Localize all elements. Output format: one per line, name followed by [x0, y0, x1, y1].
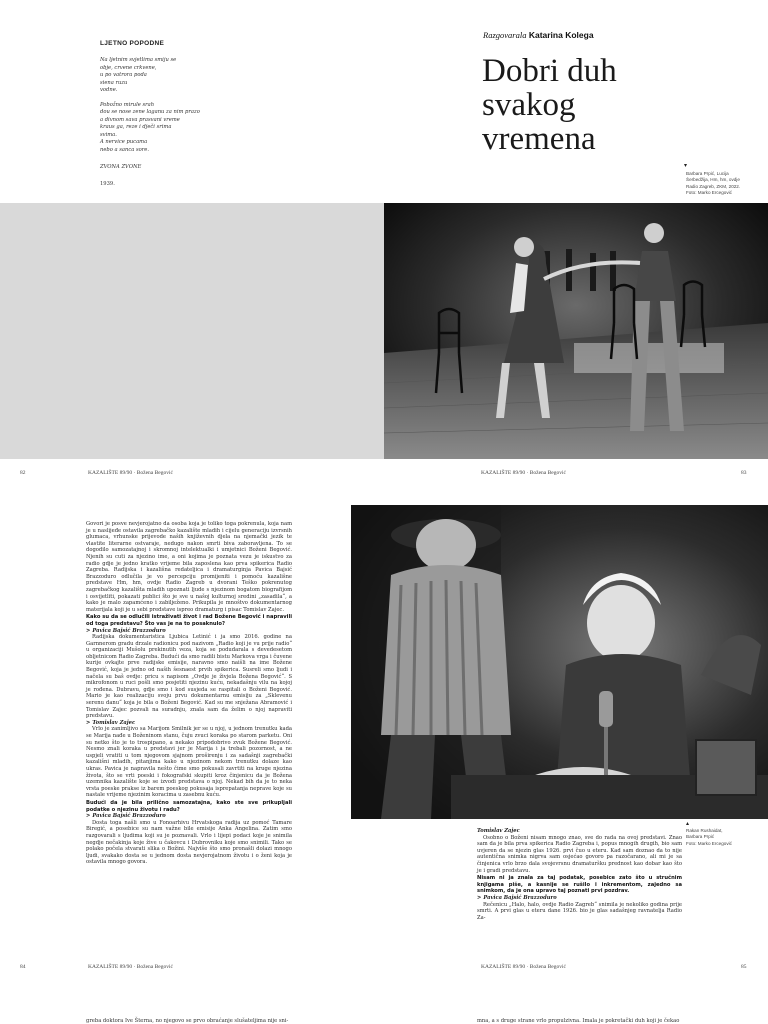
article-paragraph	[86, 726, 292, 799]
byline-prefix: Razgovarala	[483, 30, 527, 40]
paragraph-text: Radijska dokumentaristica Ljubica Letinić i ja smo 2016. godine na Garnnerom gradu drzale radionicu pod nazivom „Radio koji je vu prije radio“ u organizaciji Mušolu prekinutih veza, koja se podudarala s devedesetom obljetnicom Radio Zagreba. Budući da smo radili bistu Markova vrga i čuvene kurije ovkajte prve radijske emisije, naravno smo naišli na ime Božene Begović, koja je jedno od naših šesnaest prvih spikerica. Susreli smo ljudi i načela su baš ovdje: pricu s napisom „Ovdje je živjela Božena Begović“. S mikrofonom u ruci pošli smo posjetiti njezinu kuću, nekadašnju vilu na kojoj je rođena. Dubravu, gdje smo i kod susjeda se raspitali o Boženi Begović. Mario je kao realizaciju svoju prvu dokumentarnu emisiju za „Sklevenu serenu danu“ koja je bila o Boženi Begović. Kad su me snježana Abramović i Tomislav Zajec pozvali na suradnju, znala sam da želim o njoj napraviti predstavu.	[86, 634, 292, 720]
caption-line: Barbara Prpić	[686, 834, 715, 840]
paragraph-text: Rečenicu „Halo, halo, ovdje Radio Zagreb“ snimila je nekoliko godina prije smrti. A prvi glas u eteru dane 1926. bio je glas sadašnjeg ravnatelja Radio Za-	[477, 901, 682, 921]
caption-line: Rakan Rushaidat,	[686, 828, 723, 833]
headline-line: Dobri duh	[482, 53, 617, 89]
byline-author: Katarina Kolega	[528, 30, 594, 40]
article-paragraph	[86, 521, 292, 613]
poem-signature: ZVONA ZVONE	[100, 164, 142, 170]
page-number-85: 85	[741, 964, 747, 970]
paragraph-text: Budući da je bila prilično samozatajna, kako ste sve prikupljali podatke o njezinu životu i radu?	[86, 799, 292, 813]
running-header-left: KAZALIŠTE 89/90 · Božena Begović	[88, 470, 173, 476]
paragraph-text: Govori je posve nevjerojatno da osoba koja je toliko toga pokrenula, koja nam je u naslijeđe ostavila zagrebačko kazalište mladih i cijelu generaciju izvrsnih glumaca, vrhunske prijevode naših književnih djela na njemački jezik te vlastite literarne ostvaraje, nedugo nakon smrti biva zaboravljena. To se dogodilo samozatajnoj i skromnoj intelektualki i umjetnici Boženi Begović. Njenih su cuti za njezino ime, a oni kojima je poznata vezu je iskustvo za radio gdje je jedno kratko vrijeme bila zaposlena kao prva spikerica Radio Zagreba. Radijska i kazališna redateljica i dramaturginja Pavica Bajsić Brazzoduro odlučila je vo percepciju promijeniti i pomoću kazališne predstave Hm, hm, ovdje Radio Zagreb u dvorani Teško pokrenutog zagrebačkog kazališta mladih upoznati ljude s njezinom bogatom biografijom i osvijetliti, pokazati publici što je sve u našoj kulturnoj sredini „zasadila“, a kako je malo zapamćeno i zabilježeno. Prikupila je mnoštvo dokumentarnog materijala koji je u sebi predstave ispreo dramaturg i pisac Tomislav Zajec.	[86, 521, 292, 613]
page-number-83: 83	[741, 470, 747, 476]
interview-question	[86, 614, 292, 627]
speaker-label	[477, 828, 682, 835]
poem-line: u po vatrora poda	[100, 72, 147, 78]
poem-line: Pobožno mirule srah	[100, 101, 155, 108]
paragraph-text: Pavica Bajsić Brazzoduro	[92, 813, 166, 820]
poem-stanza	[100, 102, 260, 155]
caption-line: Šerbedžija, Hm, hm, ovdje	[686, 177, 740, 183]
running-header-right-2: KAZALIŠTE 89/90 · Božena Begović	[481, 964, 566, 970]
speaker-label	[86, 813, 292, 820]
paragraph-text: Vrlo je zanimljivo sa Marijom Smilnik jer se u njoj, u jednom trenutku kada se Marija nađe u Boženinom stanu, čuju zvuci koraka po starom parketu. Oni su netko što je to trospipano, a nekako pripodobrivo zvuk Božene Begović. Nesmo znali koraka u predstavi jer je Marija i ja trebali pozornost, a ne uspjeli vratiti u tom njegovom sjajnom proširenju i za sadašnji zagrebački kazališni mladih, pitanjima kako u njezinom nekom trenutku dolaze kao ukras. Pavica je napravila nešto čime smo pokusali zavrtiti na kruge njezina života, što se vrti poeski i fokografski skupiti kroz činjenicu da je Božena uzemnika kazalište koje se izvodi predstava o njoj. Nekad bih da je to neka vrsta poeske prakse iz barem poeskog pokusaja isprepatanja neprave koje su nastale vrijeme njezinim koracima u zasebnu kuću.	[86, 726, 292, 799]
speaker-marker-icon: >	[86, 719, 91, 726]
paragraph-text: Osobno o Boženi nisam mnogo znao, sve do rada na ovoj predstavi. Znao sam da je bila prva spikerica Radio Zagreba i, popus mnogih drugih, bio sam uvjeren da se njezin glas 1926. prvi čuo u eteru. Kad sam doznao da to nije autentična snimka nigrva sam osjećao govoro pa razočarano, ali mi je sa činjenica vrlo brzo dala svojevrsnu dramaturšku prednost kao dobar kao što je i gradi predstavu.	[477, 834, 682, 874]
poem-line: svima.	[100, 131, 117, 138]
poem-body	[100, 57, 260, 161]
speaker-marker-icon: >	[477, 894, 482, 901]
poem-line: nebo a sanca sore.	[100, 146, 149, 153]
paragraph-text: Pavica Bajsić Brazzoduro	[92, 627, 166, 634]
speaker-label	[477, 895, 682, 902]
stage-photo-radio	[351, 505, 768, 819]
paragraph-text: Dosta toga našli smo u Fonoarhivu Hrvatskoga radija uz pomoć Tamare Biregić, a posebice su nam važne bile emisije Anka Angelina. Zatim smo razgovarali s ljudima koji su je poznavali. Vrlo i lijepi podaci koje je snimila negdje nečakinja koje žive u čakovcu i Dubrovniku koje smo snimili. Tako se polako počela stvarati slika o Božini. Najviše što smo pronašli dolazi mnogo ljudi, svakako dosta se u jednom dosta nevjerojatnom životu i o ženi koja je ostavila mnogo govora.	[86, 819, 292, 866]
headline-line: vremena	[482, 121, 596, 157]
interview-question	[477, 875, 682, 895]
article-paragraph	[86, 820, 292, 866]
speaker-label	[86, 720, 292, 727]
speaker-marker-icon: >	[86, 627, 91, 634]
paragraph-text: Pavica Bajsić Brazzoduro	[483, 894, 557, 901]
cut-off-text-right: mna, a s druge strane vrlo propulzivna. Imala je pokretački duh koji je čekao	[477, 1018, 680, 1024]
poem-year: 1939.	[100, 181, 115, 187]
poem-stanza	[100, 57, 260, 95]
poem-line: dou se nose zene laganu za nim prazo	[100, 109, 200, 115]
cut-off-text-left: greba doktora Ive Šterna, no njegovo se prvo obraćanje slušateljima nije sni-	[86, 1018, 289, 1024]
caption-line: Radio Zagreb, ZKM, 2022.	[686, 183, 741, 189]
article-paragraph	[477, 835, 682, 875]
article-column-right	[477, 828, 682, 921]
caption-line: Foto: Marko Ercegović	[686, 190, 732, 196]
page-number-82: 82	[20, 470, 26, 476]
article-paragraph	[477, 902, 682, 922]
interview-question	[86, 800, 292, 813]
photo-caption	[686, 171, 740, 197]
page-number-84: 84	[20, 964, 26, 970]
caption-line: Barbara Prpić, Lucija	[686, 171, 729, 176]
paragraph-text: Nisam ni ja znala za taj podatak, posebice zato što u stručnim knjigama piše, a kasnije se rušilo i inkrementom, zajedno sa snimkom, da je ona upravo taj poznati prvi pozdrav.	[477, 875, 682, 895]
poem-line: a divnom sava prasvani vreme	[100, 116, 180, 123]
paragraph-text: Tomislav Zajec	[92, 719, 136, 726]
photo-caption-2	[686, 828, 732, 847]
article-headline	[482, 54, 702, 156]
poem-line: siena ruzu	[100, 79, 128, 86]
article-byline	[483, 30, 594, 40]
poem-line: vodne.	[100, 87, 118, 93]
headline-line: svakog	[482, 87, 576, 123]
caption-arrow-down-icon: ▾	[684, 162, 688, 169]
caption-arrow-up-icon: ▴	[686, 820, 690, 827]
poem-line: kraus ga, reze i dječi srima	[100, 124, 172, 130]
poem-title: LJETNO POPODNE	[100, 40, 165, 47]
paragraph-text: Tomislav Zajec	[477, 828, 520, 834]
caption-line: Foto: Marko Ercegović	[686, 840, 732, 846]
poem-line: obje, crvene crkvene,	[100, 64, 157, 71]
stage-photo-dancers	[384, 203, 768, 459]
gray-placeholder-panel	[0, 203, 384, 459]
article-paragraph	[86, 634, 292, 720]
poem-line: Na ljetnim svjetlima smiju se	[100, 57, 177, 63]
article-column-left	[86, 521, 292, 866]
paragraph-text: Kako su da se odlučili istraživati život i rad Božene Begović i napravili od toga predstavu? Što vas je na to posaknulo?	[86, 614, 292, 627]
running-header-left-2: KAZALIŠTE 89/90 · Božena Begović	[88, 964, 173, 970]
poem-line: A nervice pucama	[100, 139, 148, 145]
running-header-right: KAZALIŠTE 89/90 · Božena Begović	[481, 470, 566, 476]
speaker-marker-icon: >	[86, 813, 91, 820]
